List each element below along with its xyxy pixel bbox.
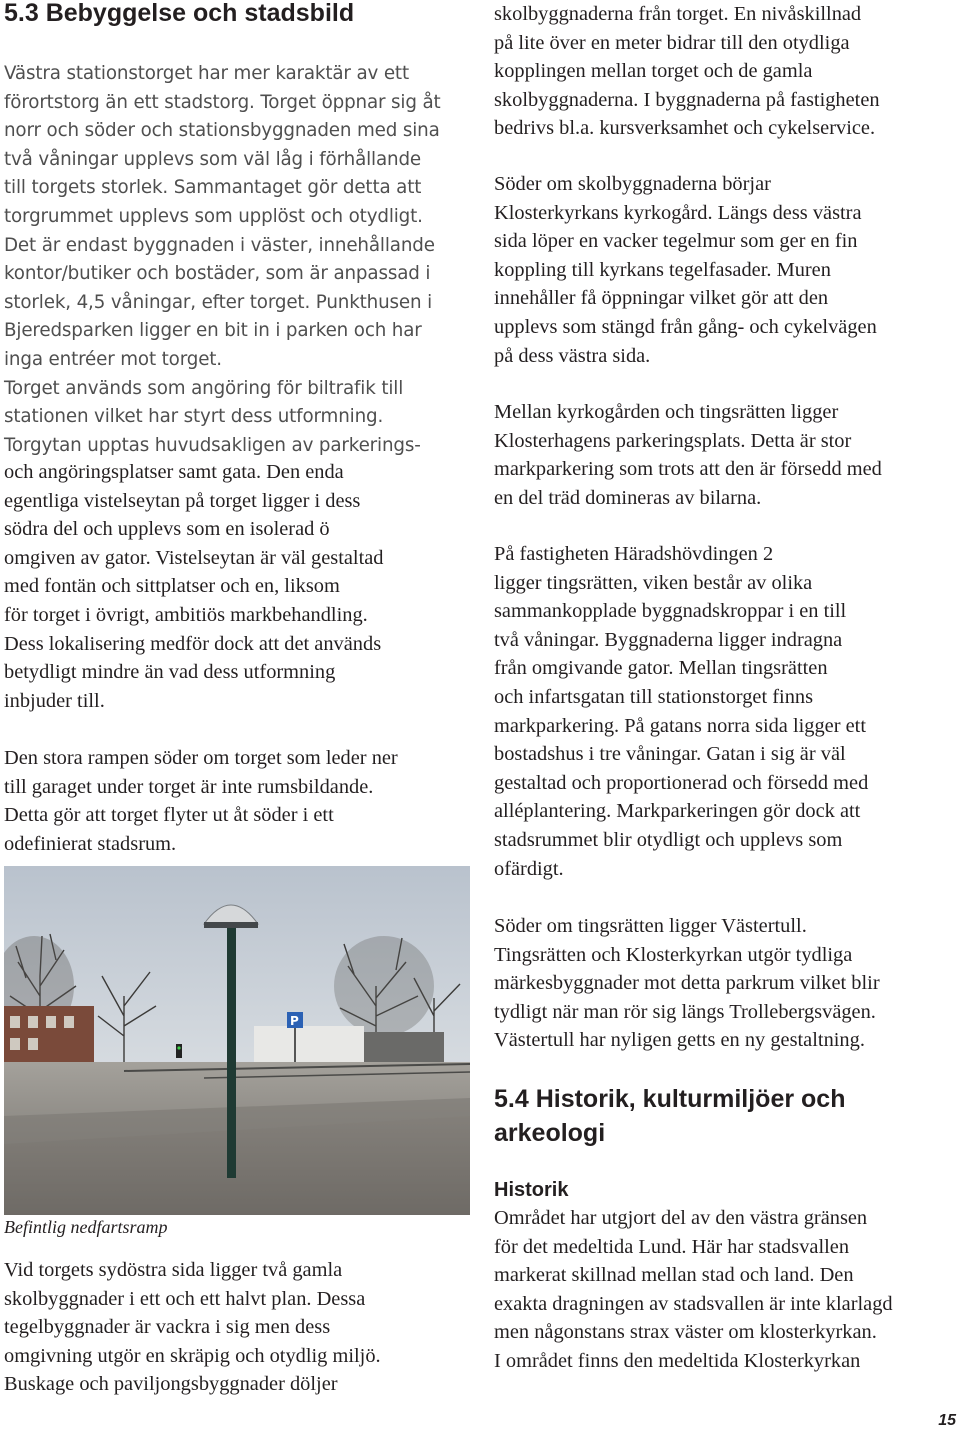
text-line: för det medeltida Lund. Här har stadsvallen	[494, 1235, 850, 1258]
left-paragraph-4	[4, 1256, 381, 1399]
text-line: markerat skillnad mellan stad och land. Den	[494, 1264, 854, 1287]
text-line: tydligt när man rör sig längs Trollebergsvägen.	[494, 1000, 876, 1023]
text-line: ligger tingsrätten, viken består av olika	[494, 571, 813, 594]
text-line: och infartsgatan till stationstorget finns	[494, 685, 814, 708]
text-line: inbjuder till.	[4, 689, 105, 712]
text-line: stadsrummet blir otydligt och upplevs som	[494, 828, 843, 851]
text-line: norr och söder och stationsbyggnaden med sina	[4, 120, 440, 142]
text-line: på dess västra sida.	[494, 344, 651, 367]
text-line: för torget i övrigt, ambitiös markbehandling.	[4, 603, 368, 626]
text-line: gestaltad och proportionerad och försedd med	[494, 771, 869, 794]
text-line: skolbyggnader i ett och ett halvt plan. Dessa	[4, 1287, 366, 1310]
text-line: två våningar upplevs som väl låg i förhållande	[4, 148, 422, 170]
text-line: ofärdigt.	[494, 857, 564, 880]
right-paragraph-3	[494, 398, 882, 512]
text-line: alléplantering. Markparkeringen gör dock att	[494, 800, 861, 823]
text-line: Söder om skolbyggnaderna börjar	[494, 173, 771, 195]
text-line: exakta dragningen av stadsvallen är inte klarlagd	[494, 1292, 893, 1315]
text-line: stationen vilket har styrt dess utformning.	[4, 406, 384, 428]
text-line: Området har utgjort del av den västra gränsen	[494, 1207, 868, 1229]
text-line: sida löper en vacker tegelmur som ger en fin	[494, 230, 858, 253]
text-line: Torgytan upptas huvudsakligen av parkerings-	[4, 434, 421, 456]
text-line: Klosterkyrkans kyrkogård. Längs dess västra	[494, 201, 862, 224]
left-paragraph-1	[4, 60, 441, 460]
text-line: bedrivs bl.a. kursverksamhet och cykelservice.	[494, 117, 876, 140]
text-line: från omgivande gator. Mellan tingsrätten	[494, 657, 828, 680]
text-line: Det är endast byggnaden i väster, innehållande	[4, 234, 435, 256]
text-line: omgivning utgör en skräpig och otydlig miljö.	[4, 1344, 381, 1367]
right-paragraph-4	[494, 540, 868, 883]
text-line: tegelbyggnader är vackra i sig men dess	[4, 1316, 331, 1339]
left-paragraph-3	[4, 744, 398, 858]
text-run: till torgets storlek. Sammantaget gör detta att	[4, 177, 422, 199]
text-line: kopplingen mellan torget och de gamla	[494, 60, 813, 83]
text-line: Tingsrätten och Klosterkyrkan utgör tydliga	[494, 943, 853, 966]
text-line: en del träd domineras av bilarna.	[494, 486, 762, 509]
text-line: Västra stationstorget har mer karaktär av ett	[4, 63, 409, 84]
text-line: betydligt mindre än vad dess utformning	[4, 661, 336, 684]
text-line: södra del och upplevs som en isolerad ö	[4, 518, 330, 541]
right-paragraph-1	[494, 0, 880, 143]
text-line: Torget används som angöring för biltrafik till	[4, 377, 404, 399]
text-line: På fastigheten Häradshövdingen 2	[494, 543, 774, 565]
text-line: Vid torgets sydöstra sida ligger två gamla	[4, 1259, 343, 1281]
text-line: och angöringsplatser samt gata. Den enda	[4, 461, 344, 483]
text-line: bostadshus i tre våningar. Gatan i sig är väl	[494, 743, 846, 766]
text-line: inga entréer mot torget.	[4, 348, 222, 370]
text-line: Detta gör att torget flyter ut åt söder i ett	[4, 804, 334, 827]
section-heading: 5.3 Bebyggelse och stadsbild	[4, 0, 355, 27]
left-paragraph-2	[4, 458, 384, 715]
text-line: markparkering. På gatans norra sida ligger ett	[494, 714, 866, 737]
section-heading-2	[494, 1082, 845, 1150]
text-line: Bjeredsparken ligger en bit in i parken och har	[4, 320, 422, 342]
text-line: två våningar. Byggnaderna ligger indragna	[494, 628, 843, 651]
traffic-light	[176, 1044, 182, 1058]
svg-text:P: P	[290, 1014, 299, 1028]
heading-line: 5.4 Historik, kulturmiljöer och	[494, 1085, 846, 1113]
heading-line: arkeologi	[494, 1119, 606, 1147]
page-number: 15	[938, 1412, 956, 1429]
photo-caption: Befintlig nedfartsramp	[4, 1217, 168, 1237]
text-line: egentliga vistelseytan på torget ligger i dess	[4, 489, 361, 512]
text-line: skolbyggnaderna. I byggnaderna på fastigheten	[494, 88, 880, 111]
text-line: I området finns den medeltida Klosterkyrkan	[494, 1349, 861, 1372]
text-line: förortstorg än ett stadstorg. Torget öppnar sig åt	[4, 91, 441, 113]
ramp-photo	[4, 866, 470, 1215]
brick-building	[4, 1006, 94, 1066]
text-line: upplevs som stängd från gång- och cykelvägen	[494, 315, 877, 338]
text-line: omgiven av gator. Vistelseytan är väl gestaltad	[4, 546, 384, 569]
text-line: innehåller få öppningar vilket gör att den	[494, 287, 829, 310]
right-paragraph-2	[494, 170, 877, 370]
text-line: Söder om tingsrätten ligger Västertull.	[494, 915, 807, 937]
text-line: odefinierat stadsrum.	[4, 832, 177, 855]
text-line: markparkering som trots att den är försedd med	[494, 458, 882, 481]
text-line: torgrummet upplevs som upplöst och otydligt.	[4, 205, 423, 227]
text-line: kontor/butiker och bostäder, som är anpassad i	[4, 263, 431, 285]
text-line: Buskage och paviljongsbyggnader döljer	[4, 1373, 338, 1396]
text-line: sammankopplade byggnadskroppar i en till	[494, 600, 847, 623]
station-building	[254, 1026, 364, 1062]
right-paragraph-5	[494, 912, 880, 1055]
text-line: Den stora rampen söder om torget som leder ner	[4, 747, 398, 769]
text-line: Västertull har nyligen getts en ny gestaltning.	[494, 1029, 865, 1052]
text-line: storlek, 4,5 våningar, efter torget. Punkthusen i	[4, 291, 433, 313]
text-line: till garaget under torget är inte rumsbildande.	[4, 775, 374, 798]
text-line: Klosterhagens parkeringsplats. Detta är stor	[494, 429, 852, 452]
right-paragraph-6	[494, 1204, 893, 1376]
text-line: koppling till kyrkans tegelfasader. Muren	[494, 258, 831, 281]
subheading-historik: Historik	[494, 1179, 569, 1201]
text-line	[4, 174, 441, 203]
text-line: men någonstans strax väster om klosterkyrkan.	[494, 1321, 877, 1344]
text-line: märkesbyggnader mot detta parkrum vilket blir	[494, 972, 880, 995]
text-line: på lite över en meter bidrar till den otydliga	[494, 31, 850, 54]
text-line: Dess lokalisering medför dock att det används	[4, 632, 382, 655]
text-line: med fontän och sittplatser och en, liksom	[4, 575, 340, 598]
text-line: Mellan kyrkogården och tingsrätten ligger	[494, 401, 839, 423]
text-line: skolbyggnaderna från torget. En nivåskillnad	[494, 3, 862, 25]
